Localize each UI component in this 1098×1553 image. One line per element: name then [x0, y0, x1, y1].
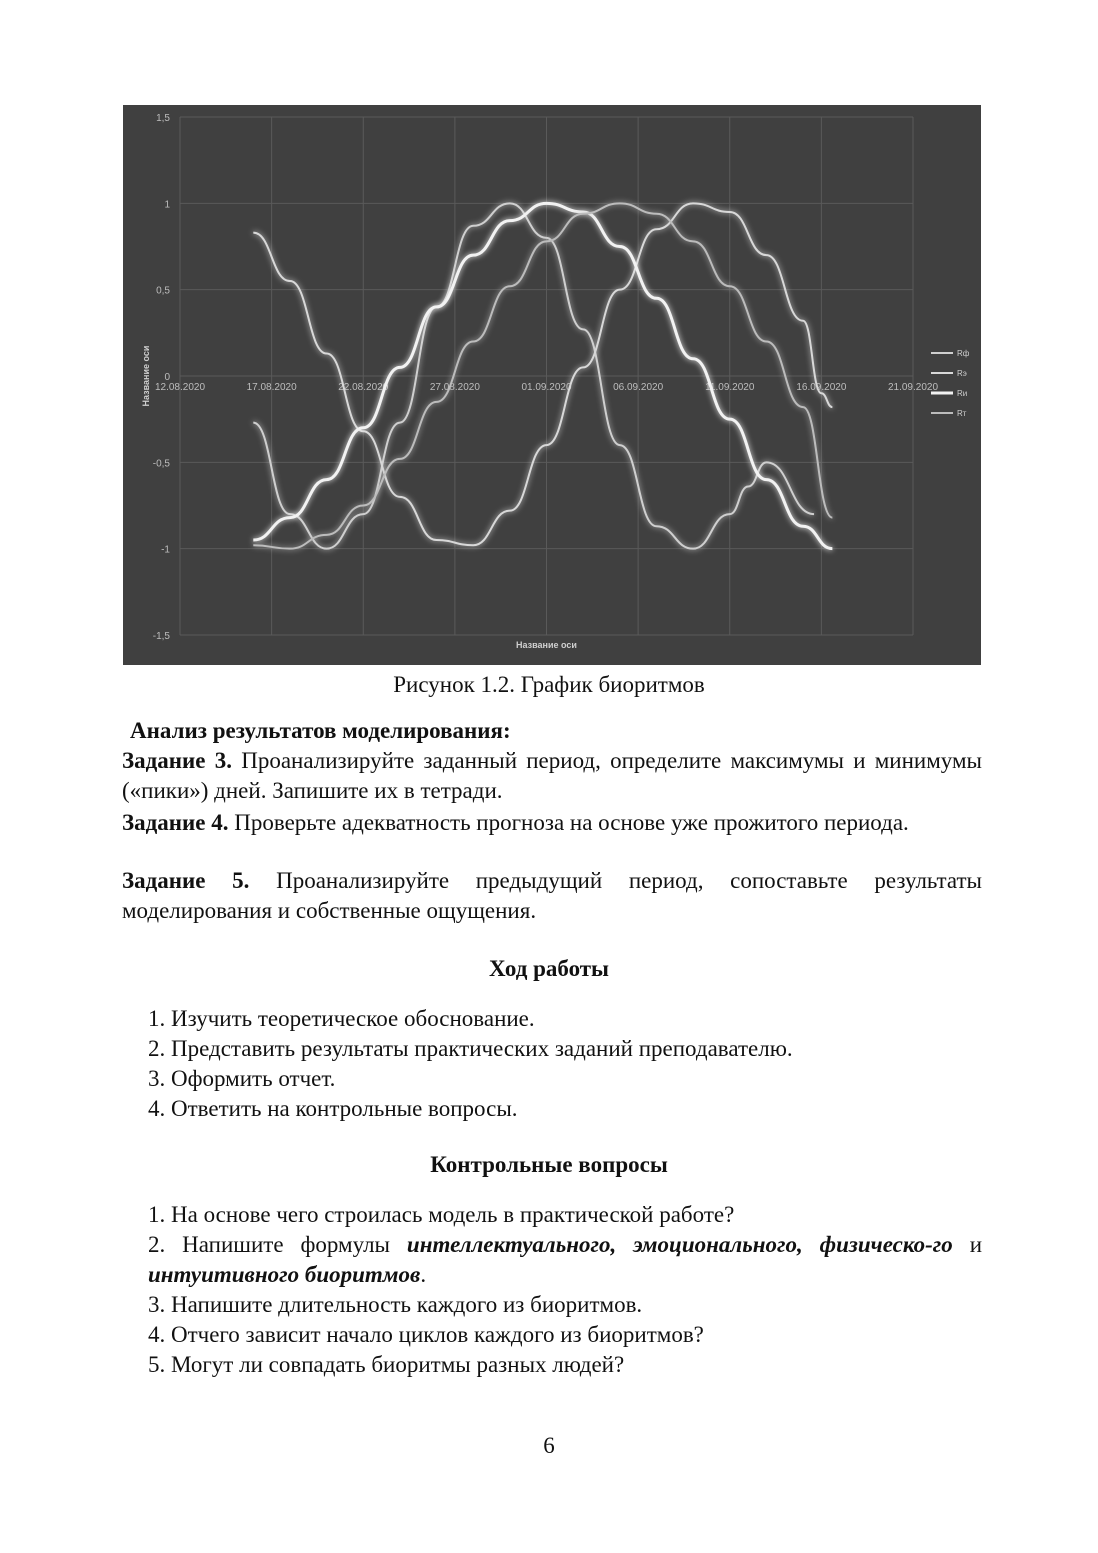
question-3: 3. Напишите длительность каждого из биоритмов.: [148, 1292, 643, 1317]
y-axis-title: Название оси: [141, 345, 151, 407]
questions-list: [148, 1200, 982, 1230]
x-tick-label: 27.08.2020: [429, 382, 480, 393]
workflow-heading: Ход работы: [488, 956, 610, 981]
question-2-term1: интеллектуального, эмоционального, физическо-го: [406, 1232, 953, 1257]
task-4: [122, 808, 982, 838]
y-tick-label: 0: [164, 372, 170, 383]
questions-list-cont: [148, 1290, 982, 1380]
question-1: 1. На основе чего строилась модель в практической работе?: [148, 1202, 735, 1227]
biorhythm-chart: [123, 105, 981, 665]
figure-caption: Рисунок 1.2. График биоритмов: [393, 672, 705, 697]
task-3: [122, 746, 982, 806]
y-tick-label: 1: [164, 199, 170, 211]
questions-heading: Контрольные вопросы: [430, 1152, 668, 1177]
question-2-and: и: [952, 1232, 982, 1257]
task-5-text: Проанализируйте предыдущий период, сопоставьте результаты моделирования и собственные ощущения.: [122, 868, 982, 923]
y-tick-label: 1,5: [156, 113, 170, 124]
x-tick-label: 11.09.2020: [705, 382, 755, 393]
question-4: 4. Отчего зависит начало циклов каждого из биоритмов?: [148, 1322, 704, 1347]
x-tick-label: 22.08.2020: [338, 382, 389, 393]
question-2-prefix: 2. Напишите формулы: [148, 1232, 407, 1257]
x-tick-label: 17.08.2020: [246, 382, 297, 393]
x-tick-label: 01.09.2020: [521, 382, 572, 393]
question-2: [148, 1230, 982, 1290]
task-4-text: Проверьте адекватность прогноза на основе уже прожитого периода.: [228, 810, 909, 835]
y-tick-label: -1,5: [152, 631, 170, 642]
task-4-label: Задание 4.: [122, 810, 229, 835]
workflow-item: 2. Представить результаты практических заданий преподавателю.: [148, 1036, 793, 1061]
task-3-label: Задание 3.: [122, 748, 232, 773]
legend-label: Rф: [957, 349, 970, 358]
task-5-label: Задание 5.: [122, 868, 250, 893]
question-2-term2: интуитивного биоритмов: [148, 1262, 421, 1287]
legend-label: Rэ: [957, 369, 967, 378]
legend-label: Rт: [957, 409, 967, 418]
page-number: 6: [543, 1433, 555, 1458]
workflow-item: 4. Ответить на контрольные вопросы.: [148, 1096, 518, 1121]
x-axis-title: Название оси: [516, 640, 577, 650]
y-tick-label: -0,5: [152, 458, 170, 470]
question-2-end: .: [420, 1262, 427, 1287]
analysis-heading: Анализ результатов моделирования:: [130, 718, 511, 743]
x-tick-label: 06.09.2020: [613, 382, 664, 393]
legend-label: Rи: [957, 389, 968, 398]
x-tick-label: 12.08.2020: [154, 382, 206, 393]
workflow-list: [148, 1004, 982, 1124]
y-tick-label: 0,5: [156, 285, 170, 297]
workflow-item: 3. Оформить отчет.: [148, 1066, 336, 1091]
x-tick-label: 16.09.2020: [796, 382, 847, 393]
x-tick-label: 21.09.2020: [887, 382, 939, 393]
question-5: 5. Могут ли совпадать биоритмы разных людей?: [148, 1352, 625, 1377]
workflow-item: 1. Изучить теоретическое обоснование.: [148, 1006, 535, 1031]
chart-svg: [123, 105, 981, 665]
task-5: [122, 866, 982, 926]
y-tick-label: -1: [161, 544, 170, 556]
task-3-text: Проанализируйте заданный период, определите максимумы и минимумы («пики») дней. Запишите их в тетради.: [122, 748, 982, 803]
